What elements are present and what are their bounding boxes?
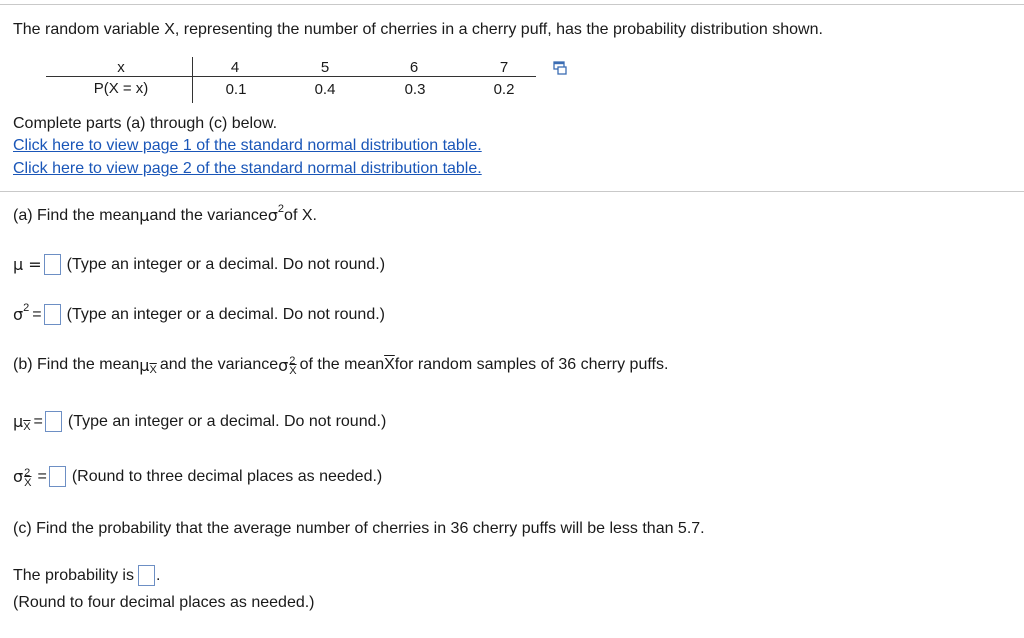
question-intro: The random variable X, representing the number of cherries in a cherry puff, has the probability distribution shown. (13, 21, 823, 38)
normal-table-page1-link[interactable]: Click here to view page 1 of the standard normal distribution table. (13, 137, 482, 154)
table-vertical-rule (192, 57, 193, 103)
sample-mean-answer-row: μ $\overline{X}$ = (Type an integer or a decimal. Do not round.) (13, 412, 387, 433)
probability-label: The probability is (13, 566, 134, 584)
sample-mean-hint: (Type an integer or a decimal. Do not round.) (67, 412, 387, 430)
mean-answer-row (13, 254, 385, 275)
sample-variance-hint: (Round to three decimal places as needed.) (71, 467, 383, 485)
probability-round-hint: (Round to four decimal places as needed.) (13, 594, 315, 611)
mean-label: μ = (13, 255, 42, 274)
table-p-value: 0.4 (314, 81, 336, 98)
table-x-value: 6 (409, 59, 419, 76)
variance-input[interactable] (44, 304, 61, 325)
sigma-symbol: σ (267, 206, 278, 225)
mean-hint: (Type an integer or a decimal. Do not round.) (66, 255, 386, 273)
sample-variance-input[interactable] (49, 466, 66, 487)
part-c-question: (c) Find the probability that the average number of cherries in 36 cherry puffs will be less than 5.7. (13, 520, 705, 537)
probability-distribution-table (46, 57, 536, 103)
part-a-question: (a) Find the mean μ and the variance σ 2 of X. (13, 202, 317, 225)
normal-table-page2-link[interactable]: Click here to view page 2 of the standard normal distribution table. (13, 160, 482, 177)
complete-parts-text: Complete parts (a) through (c) below. (13, 115, 278, 132)
copy-table-icon[interactable] (553, 61, 567, 75)
sample-mean-input[interactable] (45, 411, 62, 432)
top-divider (0, 4, 1024, 5)
probability-input[interactable] (138, 565, 155, 586)
variance-answer-row: σ 2 = (Type an integer or a decimal. Do not round.) (13, 301, 385, 324)
mu-symbol: μ (139, 206, 150, 225)
table-x-value: 4 (230, 59, 240, 76)
section-divider (0, 191, 1024, 192)
sample-variance-answer-row: σ $\frac{2}{X}$ = (Round to three decimal places as needed.) (13, 466, 383, 489)
variance-hint: (Type an integer or a decimal. Do not round.) (66, 305, 385, 323)
table-horizontal-rule (46, 76, 536, 77)
table-x-value: 5 (320, 59, 330, 76)
table-header-p: P(X = x) (93, 80, 149, 97)
table-p-value: 0.2 (493, 81, 515, 98)
probability-answer-row: The probability is . (13, 565, 160, 586)
table-x-value: 7 (499, 59, 509, 76)
table-header-x: x (117, 59, 125, 76)
part-b-question: (b) Find the mean μ $\overline{X}$ and the variance σ 2 $\overline{X}$ of the mean $\overline{X}$ for random samples of 36 cherry puffs. (13, 355, 669, 377)
mean-input[interactable] (44, 254, 61, 275)
table-p-value: 0.3 (404, 81, 426, 98)
table-p-value: 0.1 (225, 81, 247, 98)
